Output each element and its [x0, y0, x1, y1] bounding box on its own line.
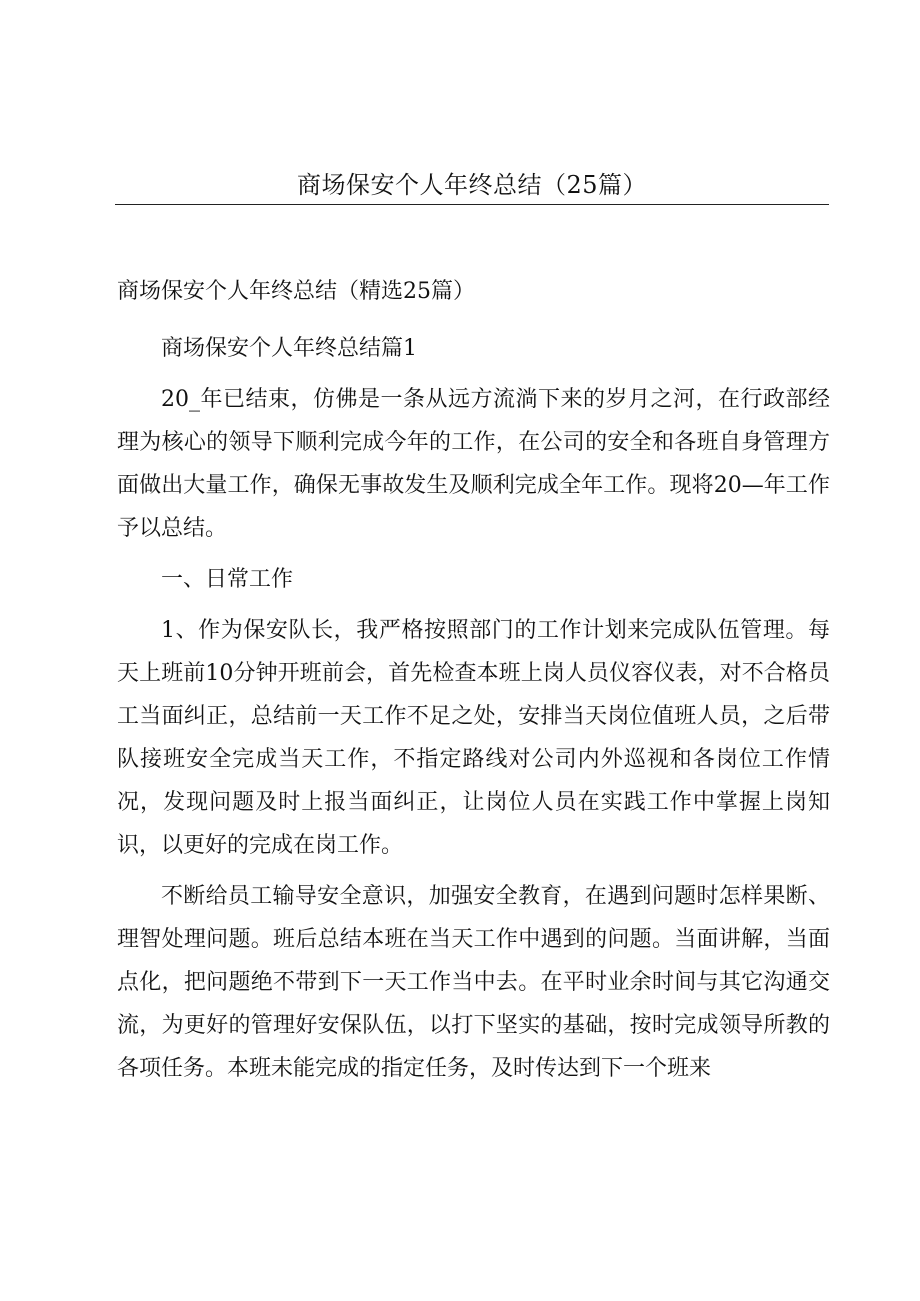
title-underline: [115, 204, 829, 205]
section-title: 商场保安个人年终总结篇1: [161, 336, 417, 361]
paragraph-team-management: 1、作为保安队长，我严格按照部门的工作计划来完成队伍管理。每天上班前10分钟开班前会，首先检查本班上岗人员仪容仪表，对不合格员工当面纠正，总结前一天工作不足之处，安排当天岗位值班人员，之后带队接班安全完成当天工作，不指定路线对公司内外巡视和各岗位工作情况，发现问题及时上报当面纠正，让岗位人员在实践工作中掌握上岗知识，以更好的完成在岗工作。: [117, 618, 830, 858]
document-title: 商场保安个人年终总结（25篇）: [296, 171, 648, 199]
paragraph-safety-education: 不断给员工输导安全意识，加强安全教育，在遇到问题时怎样果断、理智处理问题。班后总结本班在当天工作中遇到的问题。当面讲解，当面点化，把问题绝不带到下一天工作当中去。在平时业余时间与其它沟通交流，为更好的管理好安保队伍，以打下坚实的基础，按时完成领导所教的各项任务。本班未能完成的指定任务，及时传达到下一个班来: [117, 884, 830, 1081]
paragraph-intro: 20_年已结束，仿佛是一条从远方流淌下来的岁月之河，在行政部经理为核心的领导下顺利完成今年的工作，在公司的安全和各班自身管理方面做出大量工作，确保无事故发生及顺利完成全年工作。现将20—年工作予以总结。: [117, 387, 830, 541]
document-subtitle: 商场保安个人年终总结（精选25篇）: [117, 279, 475, 304]
document-body: [117, 270, 830, 1090]
heading-daily-work: 一、日常工作: [161, 567, 294, 592]
